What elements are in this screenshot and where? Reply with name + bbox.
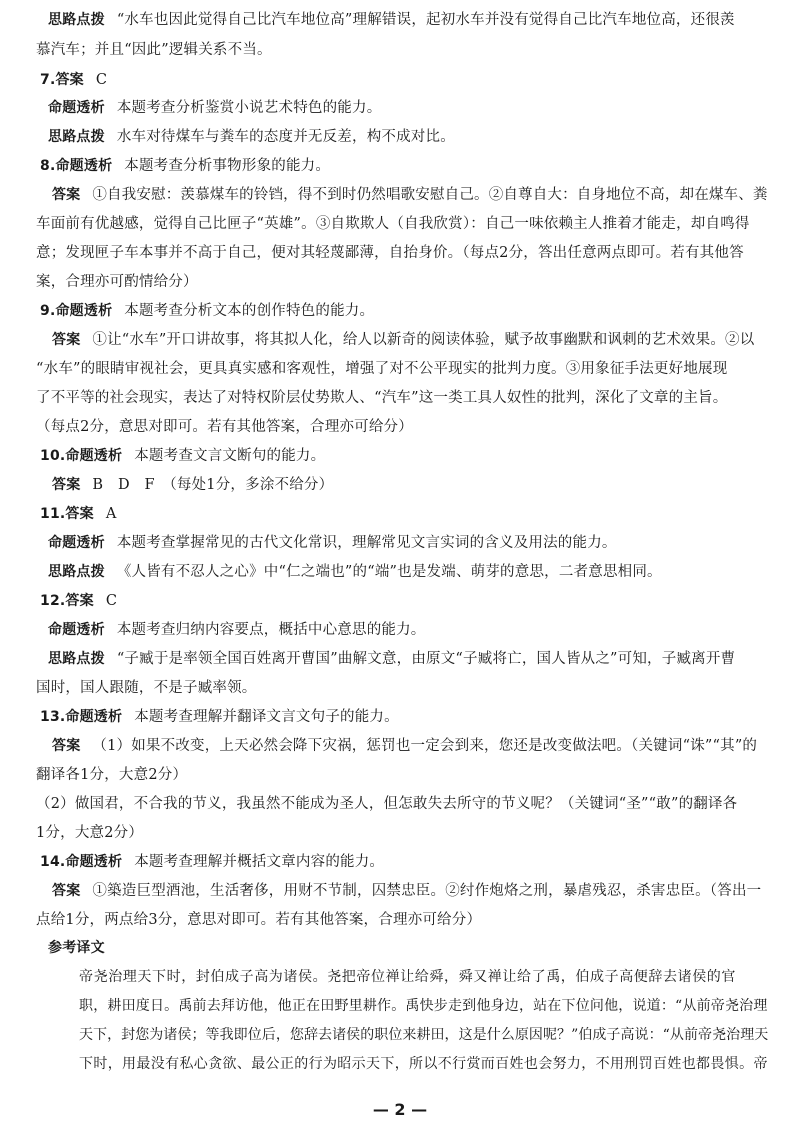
question-line	[40, 156, 330, 176]
question-line	[40, 70, 107, 90]
section-label: 命题透析	[48, 622, 105, 638]
section-label: 命题透析	[48, 100, 105, 116]
text-line	[36, 910, 481, 930]
section-label: 思路点拨	[48, 12, 105, 28]
question-number: 12.	[40, 593, 66, 609]
line-text: C	[105, 593, 118, 609]
labeled-line	[48, 98, 381, 118]
line-text: ①让“水车”开口讲故事，将其拟人化，给人以新奇的阅读体验，赋予故事幽默和讽刺的艺术效果。②以	[92, 332, 755, 348]
text-line	[36, 272, 198, 292]
labeled-line	[48, 938, 117, 958]
line-text: 本题考查分析事物形象的能力。	[124, 158, 331, 174]
section-label: 命题透析	[55, 303, 113, 319]
line-text: 本题考查归纳内容要点，概括中心意思的能力。	[116, 622, 426, 638]
labeled-line	[52, 330, 754, 350]
line-text: “水车也因此觉得自己比汽车地位高”理解错误，起初水车并没有觉得自己比汽车地位高，还很羡	[116, 12, 735, 28]
line-text: ①自我安慰：羡慕煤车的铃铛，得不到时仍然唱歌安慰自己。②自尊自大：自身地位不高，却在煤车、粪	[92, 187, 768, 203]
section-label: 答案	[52, 738, 81, 754]
line-text: （每点2分，意思对即可。若有其他答案，合理亦可给分）	[36, 419, 413, 435]
question-number: 7.	[40, 72, 56, 88]
section-label: 命题透析	[65, 448, 123, 464]
line-text: ①築造巨型酒池，生活奢侈，用财不节制，囚禁忠臣。②纣作炮烙之刑，暴虐残忍，杀害忠臣。（答出一	[92, 883, 762, 899]
labeled-line	[48, 620, 426, 640]
line-text: 案，合理亦可酌情给分）	[36, 274, 198, 290]
line-text: 天下，封您为诸侯；等我即位后，您辞去诸侯的职位来耕田，这是什么原因呢？”伯成子高说：“从前帝尧治理天	[79, 1027, 769, 1043]
line-text: （2）做国君，不合我的节义，我虽然不能成为圣人，但怎敢失去所守的节义呢？（关键词“圣”“敢”的翻译各	[36, 796, 738, 812]
line-text: 下时，用最没有私心贪欲、最公正的行为昭示天下，所以不行赏而百姓也会努力，不用刑罚百姓也都畏惧。帝	[79, 1056, 768, 1072]
question-number: 10.	[40, 448, 66, 464]
line-text: 本题考查分析文本的创作特色的能力。	[124, 303, 375, 319]
text-line	[79, 1054, 768, 1074]
section-label: 命题透析	[55, 158, 113, 174]
text-line	[36, 359, 727, 379]
line-text: B D F （每处1分，多涂不给分）	[92, 477, 334, 493]
labeled-line	[52, 475, 333, 495]
question-number: 11.	[40, 506, 66, 522]
section-label: 答案	[52, 187, 81, 203]
line-text: 慕汽车；并且“因此”逻辑关系不当。	[36, 42, 272, 58]
text-line	[36, 794, 737, 814]
question-line	[40, 707, 399, 727]
text-line	[79, 1025, 768, 1045]
labeled-line	[48, 533, 617, 553]
line-text: 职，耕田度日。禹前去拜访他，他正在田野里耕作。禹快步走到他身边，站在下位问他，说道：“从前帝尧治理	[79, 998, 768, 1014]
text-line	[79, 967, 736, 987]
labeled-line	[48, 649, 735, 669]
line-text: 帝尧治理天下时，封伯成子高为诸侯。尧把帝位禅让给舜，舜又禅让给了禹，伯成子高便辞去诸侯的官	[79, 969, 736, 985]
section-label: 思路点拨	[48, 564, 105, 580]
section-label: 参考译文	[48, 940, 105, 956]
question-line	[40, 301, 374, 321]
section-label: 答案	[65, 593, 94, 609]
question-number: 8.	[40, 158, 56, 174]
line-text: 本题考查理解并翻译文言文句子的能力。	[134, 709, 399, 725]
line-text: 本题考查掌握常见的古代文化常识，理解常见文言实词的含义及用法的能力。	[116, 535, 617, 551]
labeled-line	[52, 185, 768, 205]
labeled-line	[48, 562, 662, 582]
labeled-line	[48, 10, 735, 30]
line-text: 国时，国人跟随，不是子臧率领。	[36, 680, 257, 696]
section-label: 命题透析	[48, 535, 105, 551]
text-line	[79, 996, 768, 1016]
labeled-line	[52, 736, 757, 756]
section-label: 命题透析	[65, 709, 123, 725]
line-text: （1）如果不改变，上天必然会降下灾祸，惩罚也一定会到来，您还是改变做法吧。（关键词“诛”“其”的	[92, 738, 758, 754]
question-number: 9.	[40, 303, 56, 319]
line-text: C	[95, 72, 108, 88]
section-label: 答案	[52, 332, 81, 348]
question-number: 13.	[40, 709, 66, 725]
section-label: 命题透析	[65, 854, 123, 870]
text-line	[36, 214, 750, 234]
question-number: 14.	[40, 854, 66, 870]
line-text: 1分，大意2分）	[36, 825, 144, 841]
labeled-line	[52, 881, 761, 901]
text-line	[36, 417, 413, 437]
text-line	[36, 388, 727, 408]
line-text: “子臧于是率领全国百姓离开曹国”曲解文意，由原文“子臧将亡，国人皆从之”可知，子臧离开曹	[116, 651, 736, 667]
line-text: 本题考查理解并概括文章内容的能力。	[134, 854, 385, 870]
section-label: 答案	[65, 506, 94, 522]
text-line	[36, 678, 257, 698]
line-text: “水车”的眼睛审视社会，更具真实感和客观性，增强了对不公平现实的批判力度。③用象征手法更好地展现	[36, 361, 728, 377]
section-label: 思路点拨	[48, 651, 105, 667]
section-label: 答案	[52, 883, 81, 899]
line-text: 本题考查分析鉴赏小说艺术特色的能力。	[116, 100, 382, 116]
question-line	[40, 591, 117, 611]
line-text: 翻译各1分，大意2分）	[36, 767, 188, 783]
line-text: 了不平等的社会现实，表达了对特权阶层仗势欺人、“汽车”这一类工具人奴性的批判，深化了文章的主旨。	[36, 390, 728, 406]
labeled-line	[48, 127, 455, 147]
text-line	[36, 243, 744, 263]
line-text: 水车对待煤车与粪车的态度并无反差，构不成对比。	[116, 129, 455, 145]
text-line	[36, 40, 272, 60]
text-line	[36, 823, 143, 843]
question-line	[40, 446, 325, 466]
line-text: 本题考查文言文断句的能力。	[134, 448, 326, 464]
section-label: 答案	[55, 72, 84, 88]
line-text: A	[105, 506, 117, 522]
line-text: 点给1分，两点给3分，意思对即可。若有其他答案，合理亦可给分）	[36, 912, 482, 928]
text-line	[36, 765, 187, 785]
page-number: — 2 —	[372, 1100, 428, 1119]
line-text: 意；发现匣子车本事并不高于自己，便对其轻蔑鄙薄，自抬身价。（每点2分，答出任意两点即可。若有其他答	[36, 245, 744, 261]
line-text: 车面前有优越感，觉得自己比匣子“英雄”。③自欺欺人（自我欣赏）：自己一味依赖主人推着才能走，却自鸣得	[36, 216, 750, 232]
section-label: 思路点拨	[48, 129, 105, 145]
section-label: 答案	[52, 477, 81, 493]
question-line	[40, 852, 384, 872]
line-text: 《人皆有不忍人之心》中“仁之端也”的“端”也是发端、萌芽的意思，二者意思相同。	[116, 564, 662, 580]
question-line	[40, 504, 116, 524]
